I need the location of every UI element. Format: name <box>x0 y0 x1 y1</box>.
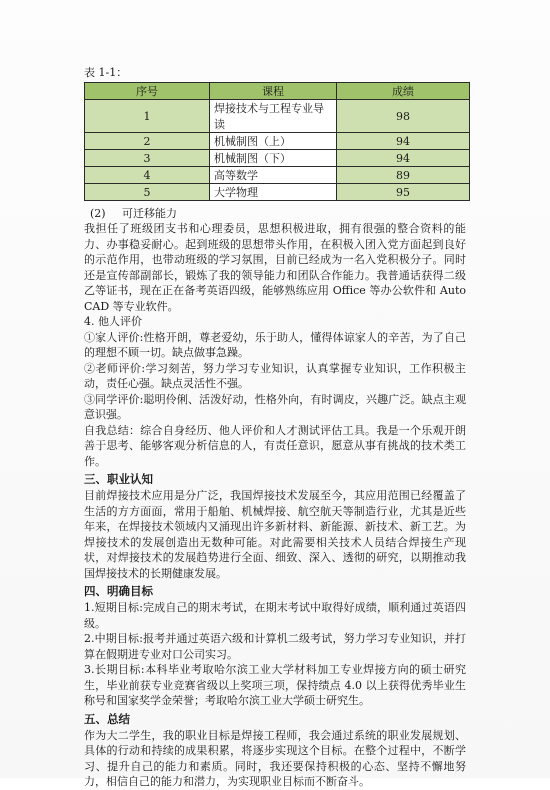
cell-no: 2 <box>85 133 210 150</box>
cell-score: 94 <box>337 150 470 167</box>
others-eval-heading: 4. 他人评价 <box>84 315 142 328</box>
cell-no: 5 <box>85 184 210 201</box>
table-row <box>85 184 470 201</box>
classmate-eval: ③同学评价:聪明伶俐、活泼好动，性格外向，有时调皮，兴趣广泛。缺点主观意识强。 <box>84 392 466 421</box>
short-term-goal: 1.短期目标:完成自己的期末考试，在期末考试中取得好成绩，顺利通过英语四级。 <box>84 601 466 630</box>
cell-course: 高等数学 <box>210 167 337 184</box>
cell-score: 89 <box>337 167 470 184</box>
transferable-number: (2) <box>90 207 106 220</box>
header-course: 课程 <box>210 83 337 100</box>
cell-score: 95 <box>337 184 470 201</box>
cell-no: 4 <box>85 167 210 184</box>
header-score: 成绩 <box>337 83 470 100</box>
table-caption: 表 1-1： <box>84 66 128 79</box>
transferable-heading <box>84 205 466 221</box>
teacher-eval: ②老师评价:学习刻苦，努力学习专业知识，认真掌握专业知识，工作积极主动，责任心强。缺点灵活性不强。 <box>84 361 466 390</box>
cell-no: 1 <box>85 100 210 133</box>
cell-course: 机械制图（下） <box>210 150 337 167</box>
self-summary: 自我总结：综合自身经历、他人评价和人才测试评估工具。我是一个乐观开朗善于思考、能够客观分析信息的人，有责任意识，愿意从事有挑战的技术类工作。 <box>84 423 466 468</box>
table-row <box>85 150 470 167</box>
table-row <box>85 100 470 133</box>
long-term-goal: 3.长期目标:本科毕业考取哈尔滨工业大学材料加工专业焊接方向的硕士研究生，毕业前获专业竞赛省级以上奖项三项，保持绩点 4.0 以上获得优秀毕业生称号和国家奖学金荣誉；考取哈尔滨工业大学硕士研究生。 <box>84 663 466 707</box>
header-no: 序号 <box>85 83 210 100</box>
summary-text: 作为大二学生，我的职业目标是焊接工程师，我会通过系统的职业发展规划、具体的行动和持续的成果积累，将逐步实现这个目标。在整个过程中，不断学习、提升自己的能力和素质。同时，我还要保持积极的心态、坚持不懈地努力，相信自己的能力和潜力，为实现职业目标而不断奋斗。 <box>84 728 466 788</box>
cell-score: 98 <box>337 100 470 133</box>
section-heading-goals: 四、明确目标 <box>84 584 153 598</box>
transferable-title: 可迁移能力 <box>122 207 177 220</box>
cell-course: 机械制图（上） <box>210 133 337 150</box>
cell-course: 大学物理 <box>210 184 337 201</box>
table-header-row <box>85 83 470 100</box>
transferable-text: 我担任了班级团支书和心理委员，思想积极进取，拥有很强的整合资料的能力、办事稳妥耐心。起到班级的思想带头作用，在积极入团入党方面起到良好的示范作用，也带动班级的学习氛围，目前已经成为一名入党积极分子。同时还是宣传部副部长，锻炼了我的领导能力和团队合作能力。我普通话获得二级乙等证书，现在正在备考英语四级，能够熟练应用 Office 等办公软件和 Auto CAD 等专业软件。 <box>84 222 466 313</box>
table-row <box>85 133 470 150</box>
cell-score: 94 <box>337 133 470 150</box>
section-heading-summary: 五、总结 <box>84 711 130 726</box>
cell-no: 3 <box>85 150 210 167</box>
family-eval: ①家人评价:性格开朗，尊老爱幼，乐于助人，懂得体谅家人的辛苦，为了自己的理想不顾一切。缺点做事急躁。 <box>84 330 466 359</box>
mid-term-goal: 2.中期目标:报考并通过英语六级和计算机二级考试，努力学习专业知识，并打算在假期进专业对口公司实习。 <box>84 632 466 661</box>
score-table <box>84 82 470 201</box>
career-text: 目前焊接技术应用是分广泛，我国焊接技术发展至今，其应用范围已经覆盖了生活的方方面面，常用于船舶、机械焊接、航空航天等制造行业，尤其是近些年来，在焊接技术领域内又涌现出许多新材料、新能源、新技术、新工艺。为焊接技术的发展创造出无数种可能。对此需要相关技术人员结合焊接生产现状，对焊接技术的发展趋势进行全面、细致、深入、透彻的研究，以期推动我国焊接技术的长期健康发展。 <box>84 489 466 580</box>
table-row <box>85 167 470 184</box>
section-heading-career: 三、职业认知 <box>84 472 153 486</box>
cell-course: 焊接技术与工程专业导读 <box>210 100 337 133</box>
